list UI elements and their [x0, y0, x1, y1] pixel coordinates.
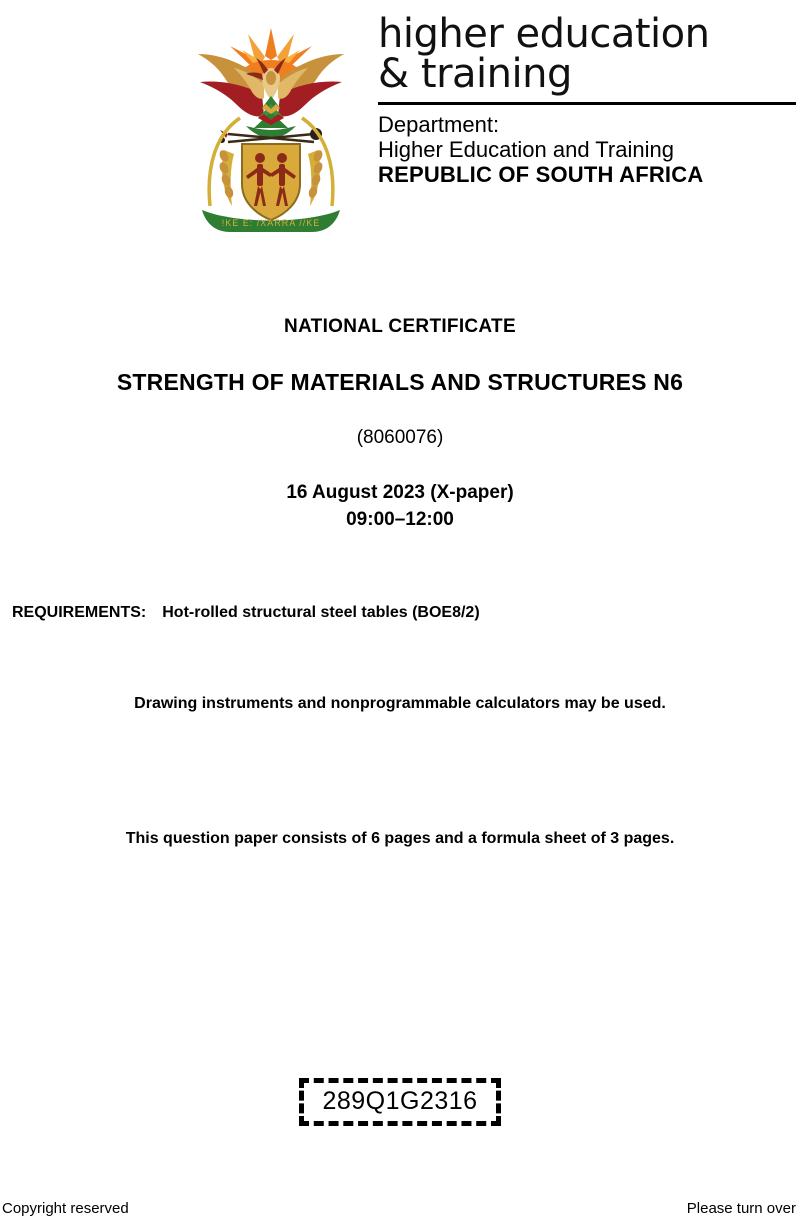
exam-time: 09:00–12:00 — [346, 509, 454, 530]
department-name: Higher Education and Training — [378, 137, 674, 162]
requirements-line — [12, 604, 480, 622]
note-page-count: This question paper consists of 6 pages and a formula sheet of 3 pages. — [125, 830, 675, 847]
subject-title: STRENGTH OF MATERIALS AND STRUCTURES N6 — [116, 369, 684, 395]
shield — [242, 144, 300, 220]
svg-text:!KE E: /XARRA //KE: !KE E: /XARRA //KE — [221, 218, 321, 228]
paper-code: (8060076) — [356, 427, 444, 448]
paper-tracking-code: 289Q1G2316 — [299, 1078, 500, 1126]
department-label: Department: — [378, 112, 500, 137]
country-name: REPUBLIC OF SOUTH AFRICA — [378, 162, 704, 187]
wordmark — [378, 12, 798, 187]
requirements-label: REQUIREMENTS: — [12, 604, 147, 621]
wordmark-line-2: & training — [378, 51, 572, 97]
document-header — [0, 0, 800, 236]
exam-date: 16 August 2023 (X-paper) — [286, 482, 514, 503]
qualification-title: NATIONAL CERTIFICATE — [284, 316, 516, 337]
requirements-value: Hot-rolled structural steel tables (BOE8/2) — [162, 604, 480, 621]
footer-copyright: Copyright reserved — [2, 1200, 129, 1217]
wordmark-divider — [378, 102, 796, 105]
footer-turn-over: Please turn over — [686, 1200, 796, 1217]
wordmark-line-1: higher education — [378, 11, 710, 57]
south-african-coat-of-arms-emblem — [176, 10, 366, 234]
note-instruments: Drawing instruments and nonprogrammable calculators may be used. — [134, 695, 666, 712]
exam-date-time — [0, 479, 800, 533]
department-block — [378, 112, 798, 187]
page-footer — [0, 1200, 800, 1222]
code-box-container — [0, 1078, 800, 1126]
